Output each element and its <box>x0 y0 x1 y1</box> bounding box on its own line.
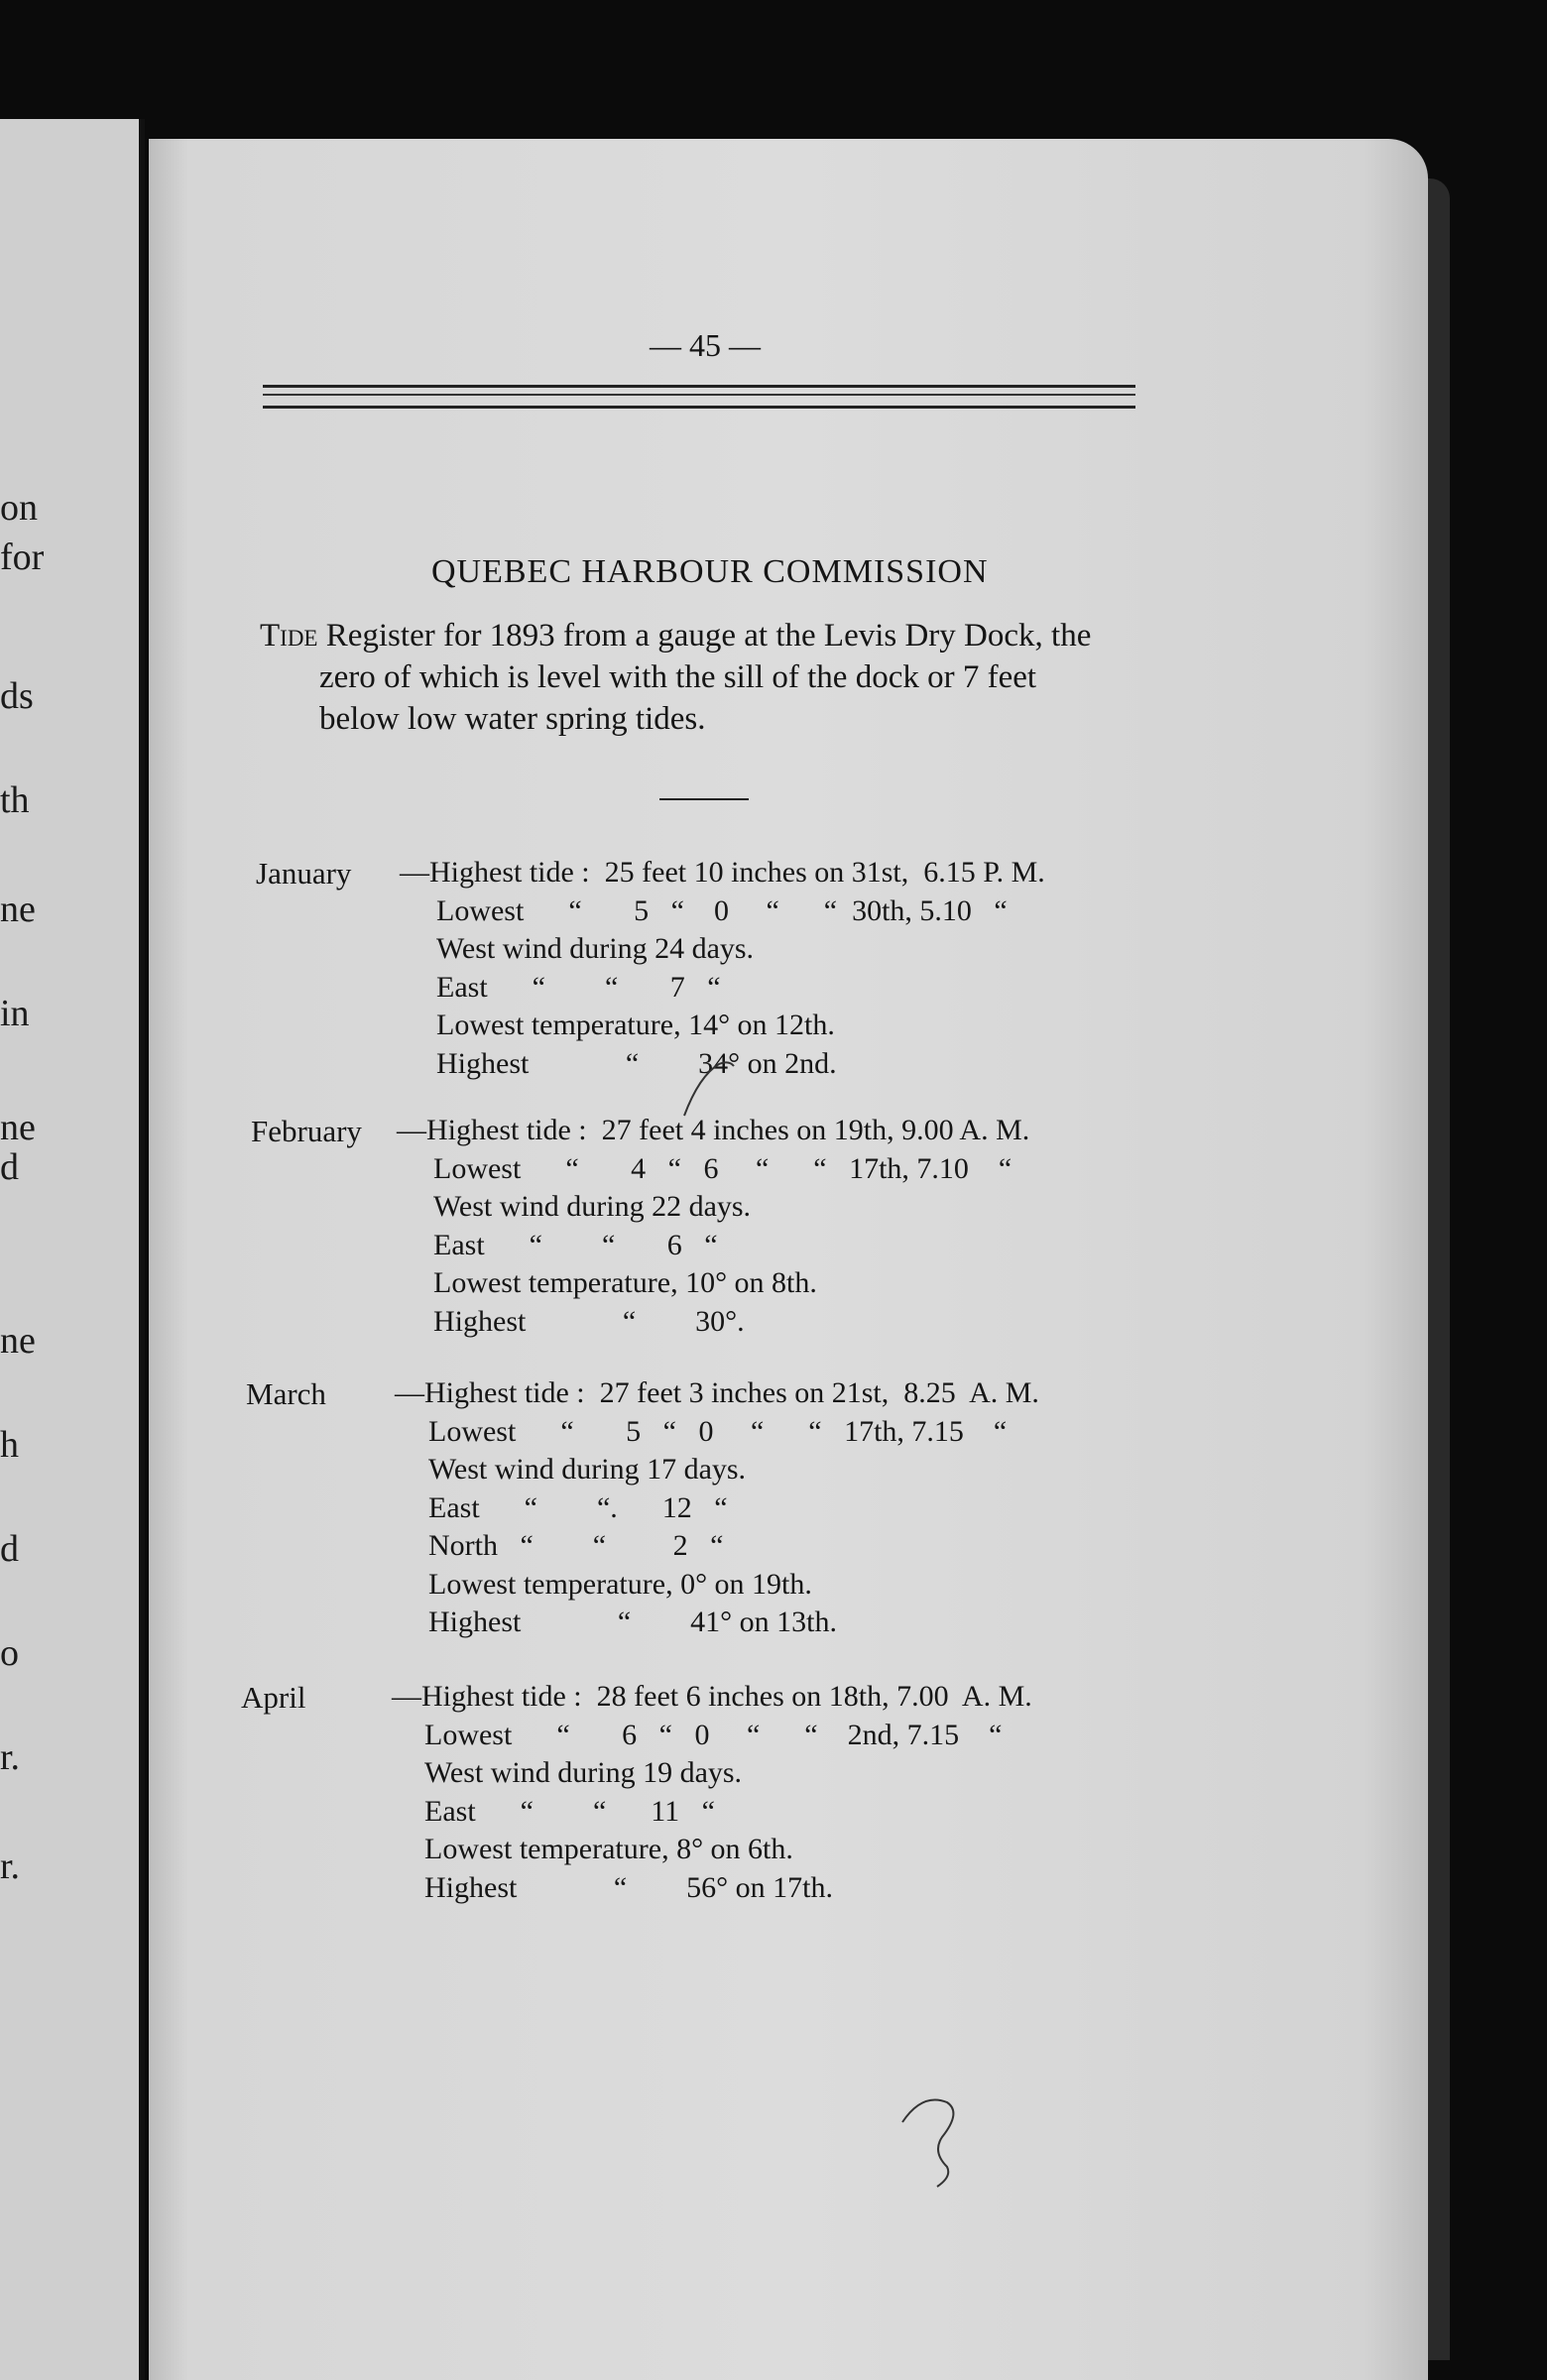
left-page-fragment: in <box>0 993 30 1034</box>
register-line: Highest “ 56° on 17th. <box>424 1870 833 1904</box>
register-line: West wind during 24 days. <box>436 932 755 965</box>
left-page-fragment: h <box>0 1424 19 1466</box>
page-number: — 45 — <box>650 327 761 363</box>
register-line: Lowest “ 4 “ 6 “ “ 17th, 7.10 “ <box>433 1151 1012 1185</box>
document-page <box>149 139 1428 2380</box>
register-line: Lowest temperature, 14° on 12th. <box>436 1009 835 1041</box>
intro-first-word: Tide <box>260 618 318 654</box>
intro-paragraph <box>260 615 1142 740</box>
register-line: East “ “ 7 “ <box>436 970 721 1004</box>
register-line: Highest “ 34° on 2nd. <box>436 1046 837 1080</box>
header-rule <box>263 385 1135 409</box>
register-line: West wind during 22 days. <box>433 1190 752 1223</box>
document-title: QUEBEC HARBOUR COMMISSION <box>431 553 989 590</box>
left-page-fragment: for <box>0 536 45 578</box>
left-page-fragment: ds <box>0 675 34 717</box>
register-line: Highest “ 30°. <box>433 1304 745 1338</box>
pencil-scribble-icon <box>892 2082 982 2192</box>
page-edge-shadow <box>1428 178 1450 2360</box>
left-page-fragment: d <box>0 1146 19 1188</box>
register-line: Lowest temperature, 0° on 19th. <box>428 1567 812 1601</box>
register-line: West wind during 17 days. <box>428 1453 747 1486</box>
register-line: Highest “ 41° on 13th. <box>428 1606 837 1638</box>
register-line: Lowest temperature, 10° on 8th. <box>433 1266 817 1299</box>
left-page-fragment: d <box>0 1528 19 1570</box>
pencil-mark-icon <box>674 1056 754 1126</box>
register-line: West wind during 19 days. <box>424 1756 743 1789</box>
register-line: —Highest tide : 28 feet 6 inches on 18th, 7.00 A. M. <box>392 1680 1032 1713</box>
register-line: —Highest tide : 25 feet 10 inches on 31st, 6.15 P. M. <box>400 856 1045 889</box>
left-page-fragment: ne <box>0 1320 36 1362</box>
left-page-fragment: r. <box>0 1736 21 1778</box>
left-page-sliver <box>0 119 145 2380</box>
intro-line-1: Register for 1893 from a gauge at the Levis Dry Dock, the <box>317 618 1092 654</box>
month-name: March <box>246 1376 326 1411</box>
register-line: —Highest tide : 27 feet 4 inches on 19th, 9.00 A. M. <box>397 1114 1030 1146</box>
register-line: North “ “ 2 “ <box>428 1529 724 1562</box>
section-divider <box>659 798 749 800</box>
month-name: April <box>241 1680 306 1715</box>
register-line: Lowest “ 6 “ 0 “ “ 2nd, 7.15 “ <box>424 1718 1003 1751</box>
left-page-fragment: ne <box>0 1107 36 1148</box>
left-page-fragment: r. <box>0 1845 21 1887</box>
month-name: February <box>251 1114 362 1148</box>
intro-line-3: below low water spring tides. <box>319 701 706 737</box>
register-line: East “ “. 12 “ <box>428 1490 728 1524</box>
register-line: —Highest tide : 27 feet 3 inches on 21st, 8.25 A. M. <box>395 1376 1039 1409</box>
register-line: Lowest “ 5 “ 0 “ “ 30th, 5.10 “ <box>436 893 1008 927</box>
register-line: East “ “ 6 “ <box>433 1228 718 1261</box>
register-line: Lowest “ 5 “ 0 “ “ 17th, 7.15 “ <box>428 1414 1008 1448</box>
left-page-fragment: o <box>0 1632 19 1674</box>
register-line: East “ “ 11 “ <box>424 1794 715 1828</box>
left-page-fragment: on <box>0 487 38 529</box>
intro-line-2: zero of which is level with the sill of the dock or 7 feet <box>319 659 1037 695</box>
left-page-fragment: th <box>0 779 30 821</box>
left-page-fragment: ne <box>0 889 36 930</box>
month-name: January <box>256 856 352 891</box>
register-line: Lowest temperature, 8° on 6th. <box>424 1833 793 1865</box>
